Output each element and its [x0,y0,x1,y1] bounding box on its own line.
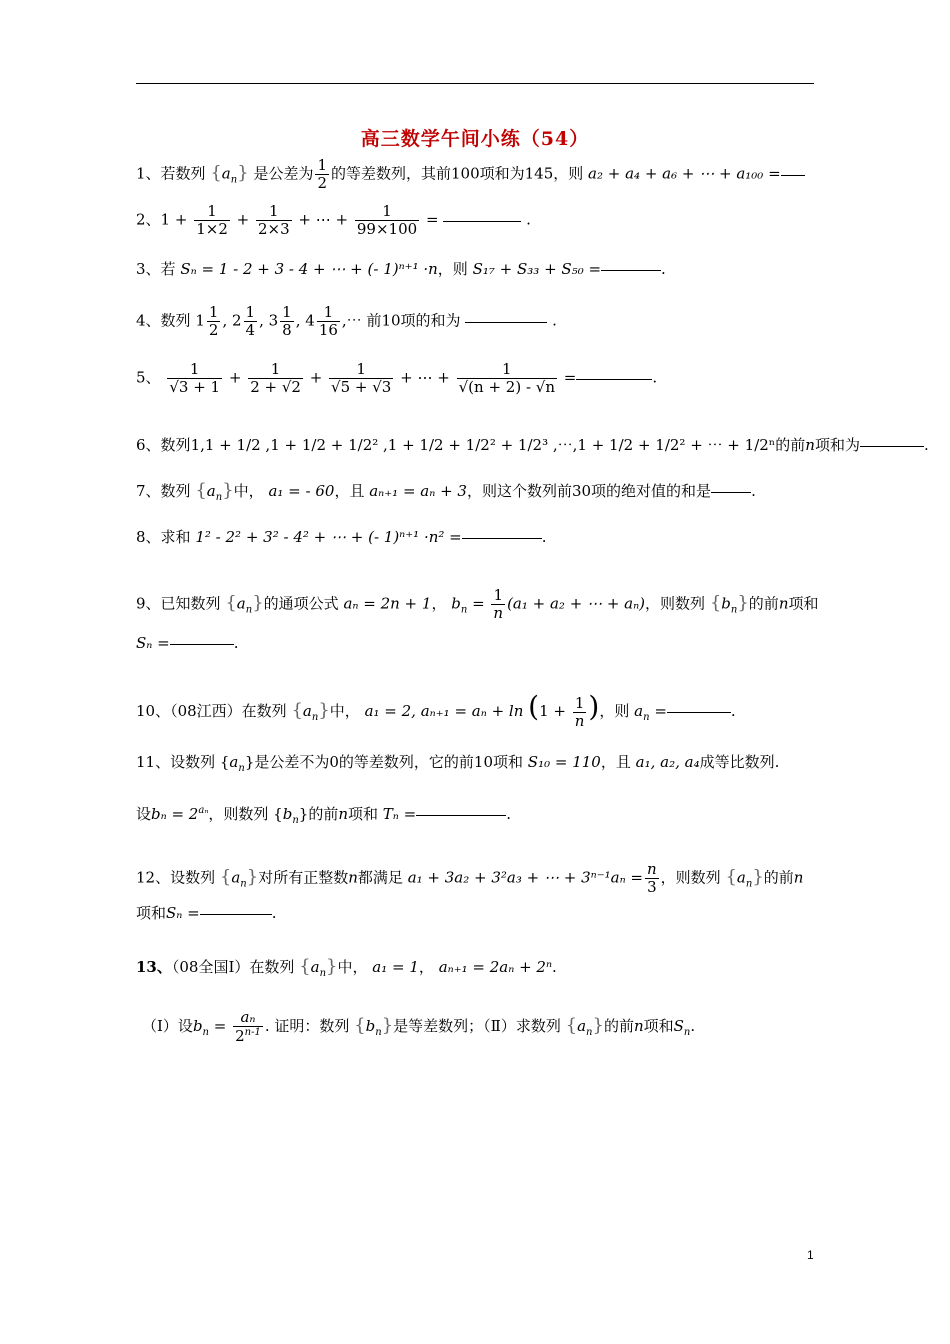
problem-8: 8、求和 1² - 2² + 3² - 4² + ⋯ + (- 1)ⁿ⁺¹ ·n² = . [136,528,547,546]
problem-13-line-2: （Ⅰ）设$b_n$ = $\frac{\text{aₙ}}{2^{n-1}}$ . 证明：数列 $\{b_n\}$是等差数列；（Ⅱ）求数列 $\{a_n\}$的前n项和$S_n$. [142,1008,696,1045]
problem-9-line-2: Sₙ = . [136,634,239,652]
problem-7: 7、数列 $\{a_n\}$中， a₁ = - 60，且 aₙ₊₁ = aₙ + 3，则这个数列前30项的绝对值的和是 . [136,480,756,503]
problem-11-line-2: 设$b_n = 2^{a_n}$，则数列 $\{b_n\}$的前n项和 Tₙ = . [136,805,511,826]
problem-3: 3、若 Sₙ = 1 - 2 + 3 - 4 + ⋯ + (- 1)ⁿ⁺¹ ·n，则 S₁₇ + S₃₃ + S₅₀ = . [136,260,666,278]
problem-12-line-2: 项和Sₙ = . [136,904,277,922]
problem-11: 11、设数列 $\{a_n\}$是公差不为0的等差数列，它的前10项和 S₁₀ = 110，且 a₁, a₂, a₄成等比数列. [136,753,780,774]
problem-2: 2、1 + $\frac{1}{1\times 2}$ + $\frac{1}{2\times 3}$ + ⋯ + $\frac{1}{99\times 100}$ = . [136,202,531,238]
problem-13: 13、（08全国Ⅰ）在数列 $\{a_n\}$中， a₁ = 1， aₙ₊₁ = 2aₙ + 2ⁿ. [136,956,557,979]
problem-9: 9、已知数列 $\{a_n\}$的通项公式 aₙ = 2n + 1， $b_n$ = $\frac{1}{n}$ (a₁ + a₂ + ⋯ + aₙ)，则数列 $\{b_n\}$的前n项和 [136,586,819,622]
page-number: 1 [807,1248,814,1262]
top-rule [136,83,814,84]
fraction: $\frac{1}{2}$ [317,156,327,192]
page-title: 高三数学午间小练（54） [360,128,590,150]
problem-1: 1、若数列 $\{a_n\}$ 是公差为 $\frac{1}{2}$ 的等差数列，其前100项和为145，则 a₂ + a₄ + a₆ + ⋯ + a₁₀₀ = [136,158,805,191]
problem-5: 5、 $\frac{1}{√3 + 1}$ + $\frac{1}{2 + √2}$ + $\frac{1}{√5 + √3}$ + ⋯ + $\frac{1}{√(n + 2) - √n}$ = . [136,360,658,396]
problem-6: 6、数列1,1 + 1/2 ,1 + 1/2 + 1/2² ,1 + 1/2 + 1/2² + 1/2³ ,⋯,1 + 1/2 + 1/2² + ⋯ + 1/2ⁿ的前n项和为 . [136,436,929,454]
problem-12: 12、设数列 $\{a_n\}$对所有正整数n都满足 a₁ + 3a₂ + 3²a₃ + ⋯ + 3ⁿ⁻¹aₙ = $\frac{n}{3}$ ，则数列 $\{a_n\}$的前n [136,860,804,896]
problem-10: 10、（08江西）在数列 $\{a_n\}$中， a₁ = 2, aₙ₊₁ = aₙ + ln (1 + $\frac{1}{n}$ )，则 $a_n$ = . [136,690,736,730]
problem-4: 4、数列 1 $\frac{1}{2}$ , 2 $\frac{1}{4}$ , 3 $\frac{1}{8}$ , 4 $\frac{1}{16}$ ,⋯ 前10项的和为 . [136,303,557,339]
